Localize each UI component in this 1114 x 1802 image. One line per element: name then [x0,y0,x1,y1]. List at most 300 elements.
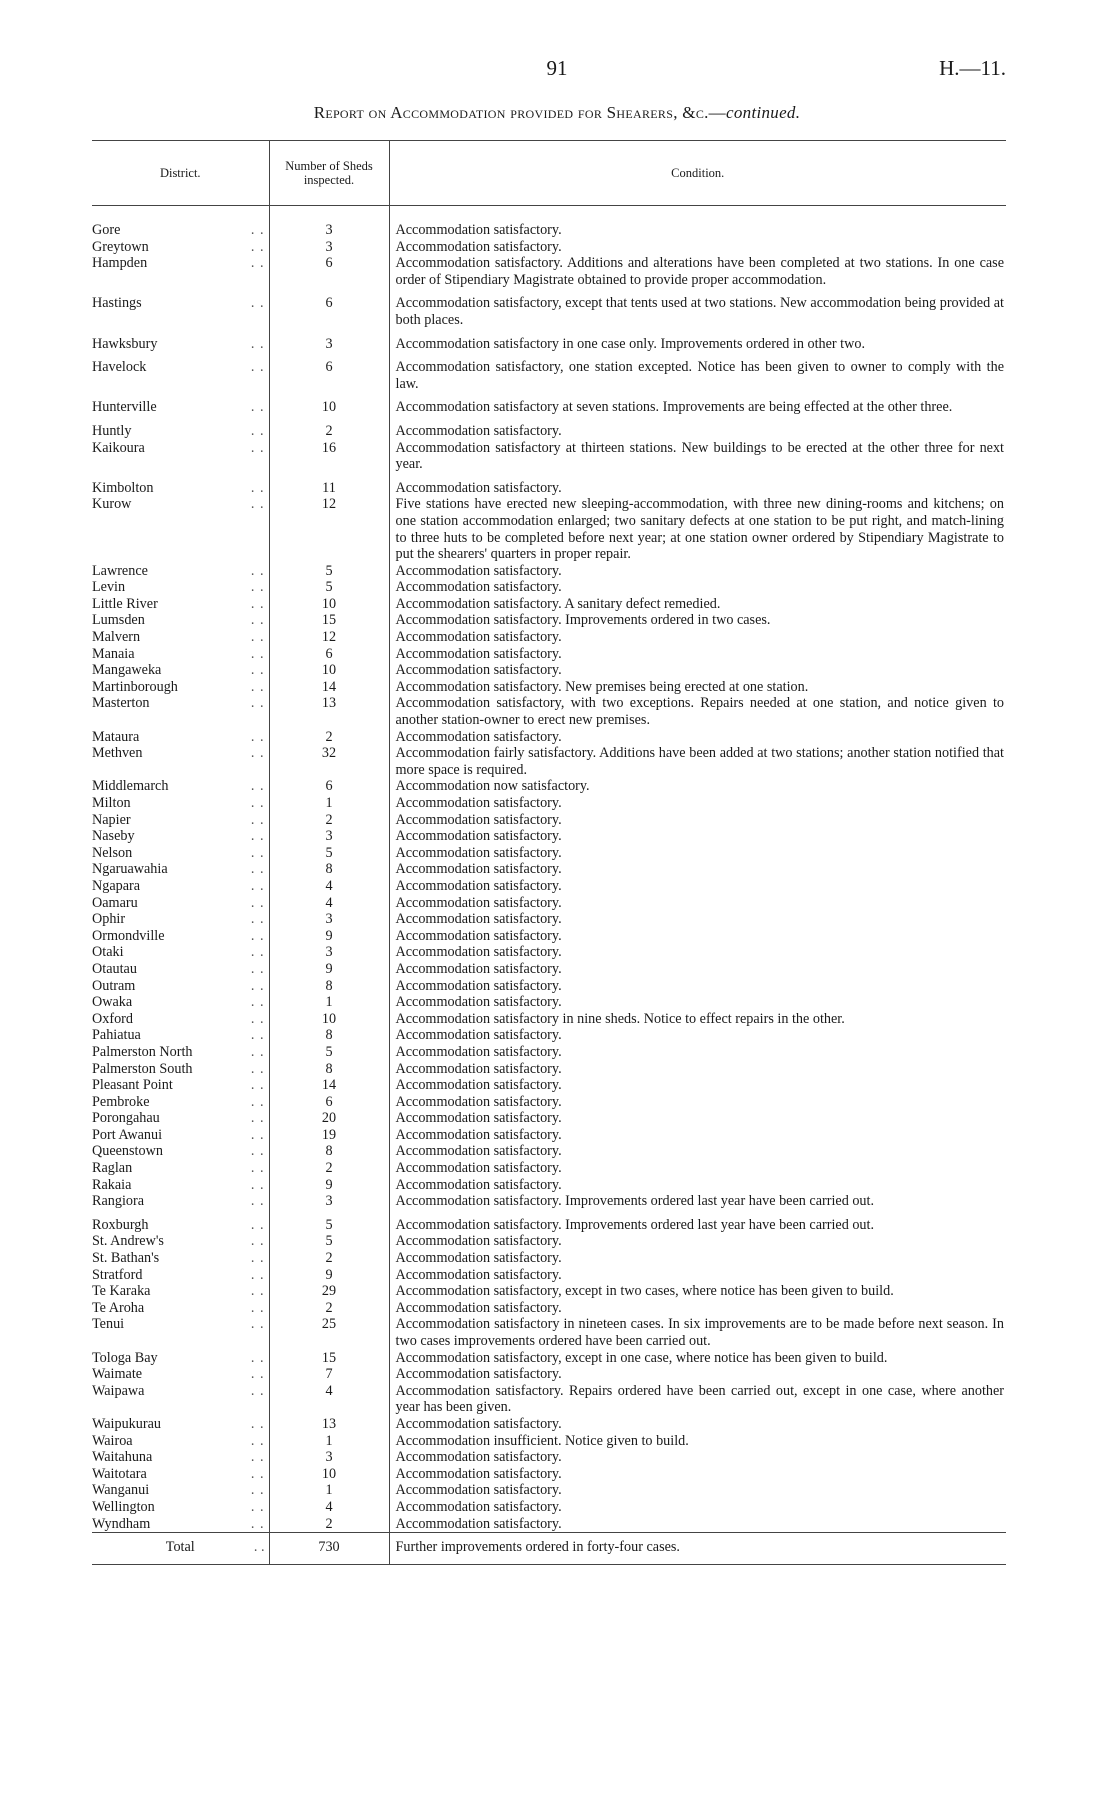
table-row [92,255,1006,288]
district-cell [92,473,269,497]
condition-text: Accommodation satisfactory, except in two cases, where notice has been given to build. [395,1283,894,1300]
table-row [92,1210,1006,1234]
district-cell [92,729,269,746]
leader-dots: . . [250,1498,265,1515]
condition-text: Accommodation satisfactory. [395,562,562,579]
table-row [92,1433,1006,1450]
district-name: Porongahau [92,1110,160,1127]
table-row [92,828,1006,845]
table-row [92,1094,1006,1111]
condition-text: Accommodation satisfactory. [395,1465,562,1482]
report-table [92,140,1006,1565]
sheds-count: 13 [269,1416,389,1433]
district-name: Kimbolton [92,479,154,496]
sheds-count: 6 [269,288,389,328]
table-row [92,1061,1006,1078]
table-row [92,1044,1006,1061]
leader-dots: . . [250,1465,265,1482]
sheds-count: 9 [269,928,389,945]
district-cell [92,1061,269,1078]
condition-text: Accommodation satisfactory. [395,977,562,994]
condition-text: Accommodation satisfactory at thirteen stations. New buildings to be erected at the other three for next year. [395,439,1004,473]
district-cell [92,563,269,580]
condition-text: Accommodation satisfactory. [395,828,562,845]
condition-text: Accommodation satisfactory. [395,894,562,911]
district-name: Otautau [92,960,137,977]
column-header-district: District. [92,141,269,206]
leader-dots: . . [250,877,265,894]
table-row [92,563,1006,580]
leader-dots: . . [250,1160,265,1177]
table-row [92,1350,1006,1367]
leader-dots: . . [253,1539,265,1556]
leader-dots: . . [250,1449,265,1466]
condition-text: Accommodation satisfactory. [395,728,562,745]
district-cell [92,440,269,473]
condition-text: Accommodation satisfactory. [395,645,562,662]
total-label: Total [165,1539,195,1556]
district-name: Tenui [92,1316,125,1333]
table-row [92,928,1006,945]
district-name: Waimate [92,1366,143,1383]
district-name: Huntly [92,422,132,439]
district-name: Raglan [92,1160,133,1177]
district-name: Masterton [92,695,150,712]
leader-dots: . . [250,927,265,944]
sheds-count: 1 [269,994,389,1011]
district-name: Manaia [92,645,135,662]
district-cell [92,795,269,812]
table-row [92,1143,1006,1160]
district-name: Pleasant Point [92,1077,173,1094]
condition-text: Accommodation satisfactory. [395,1043,562,1060]
condition-text: Accommodation satisfactory, except that tents used at two stations. New accommodation being provided at both places. [395,295,1004,328]
table-row [92,352,1006,392]
district-cell [92,1316,269,1349]
sheds-count: 14 [269,1077,389,1094]
district-name: Wyndham [92,1515,151,1532]
table-row [92,1466,1006,1483]
table-row [92,646,1006,663]
leader-dots: . . [250,1349,265,1366]
leader-dots: . . [250,795,265,811]
leader-dots: . . [250,861,265,878]
table-header [92,141,1006,206]
district-name: Levin [92,579,126,596]
district-name: Methven [92,745,143,762]
leader-dots: . . [250,1382,265,1399]
sheds-count: 8 [269,861,389,878]
condition-text: Accommodation satisfactory. Repairs ordered have been carried out, except in one case, where another year has been given. [395,1382,1004,1416]
leader-dots: . . [250,1299,265,1316]
table-row [92,1077,1006,1094]
table-row [92,895,1006,912]
district-cell [92,679,269,696]
district-name: Pahiatua [92,1027,141,1044]
table-row [92,1283,1006,1300]
table-row [92,861,1006,878]
district-name: Milton [92,795,131,811]
condition-text: Accommodation satisfactory, with two exceptions. Repairs needed at one station, and notice given to another station-owner to erect new premises. [395,695,1004,729]
district-cell [92,878,269,895]
district-cell [92,978,269,995]
district-name: Mataura [92,728,140,745]
district-name: Hunterville [92,399,157,416]
table-row [92,911,1006,928]
condition-text: Accommodation now satisfactory. [395,778,590,795]
district-name: Mangaweka [92,662,162,679]
condition-text: Accommodation satisfactory. [395,1482,562,1499]
district-name: Wellington [92,1498,155,1515]
district-name: Wairoa [92,1432,133,1449]
leader-dots: . . [250,562,265,579]
leader-dots: . . [250,678,265,695]
district-name: Hampden [92,255,148,272]
district-cell [92,778,269,795]
leader-dots: . . [250,295,265,312]
sheds-count: 4 [269,1499,389,1516]
table-row [92,239,1006,256]
sheds-count: 9 [269,961,389,978]
district-cell [92,1499,269,1516]
table-row [92,416,1006,440]
district-name: Malvern [92,629,141,646]
leader-dots: . . [250,1283,265,1300]
table-row [92,695,1006,728]
sheds-count: 3 [269,1193,389,1210]
sheds-count: 5 [269,563,389,580]
sheds-count: 3 [269,911,389,928]
sheds-count: 10 [269,596,389,613]
condition-text: Accommodation satisfactory. [395,662,562,679]
district-cell [92,646,269,663]
condition-text: Five stations have erected new sleeping-accommodation, with three new dining-rooms and kitchens; on one station accommodation enlarged; two sanitary defects at one station to be put right, and match-lining to three huts to be completed before next year; at one station owner ordered by Stipendiary Magistrate to put the shearers' quarters in proper repair. [395,496,1004,563]
table-row [92,1366,1006,1383]
condition-text: Accommodation satisfactory. [395,1233,562,1250]
leader-dots: . . [250,894,265,911]
sheds-count: 5 [269,1044,389,1061]
district-name: Hastings [92,295,142,312]
leader-dots: . . [250,479,265,496]
district-cell [92,994,269,1011]
district-cell [92,496,269,562]
leader-dots: . . [250,728,265,745]
table-row [92,496,1006,562]
district-name: Kaikoura [92,439,145,456]
district-cell [92,895,269,912]
sheds-count: 2 [269,1160,389,1177]
district-cell [92,1350,269,1367]
report-title [0,103,1114,123]
leader-dots: . . [250,1366,265,1383]
condition-text: Accommodation satisfactory. New premises being erected at one station. [395,678,809,695]
condition-text: Accommodation satisfactory. [395,811,562,828]
leader-dots: . . [250,1266,265,1283]
leader-dots: . . [250,1233,265,1250]
table-row [92,745,1006,778]
condition-text: Accommodation insufficient. Notice given to build. [395,1432,689,1449]
sheds-count: 12 [269,496,389,562]
district-name: Otaki [92,944,124,961]
sheds-count: 6 [269,255,389,288]
sheds-count: 4 [269,895,389,912]
leader-dots: . . [250,1250,265,1267]
table-row [92,662,1006,679]
leader-dots: . . [250,1193,265,1210]
district-name: Gore [92,222,121,238]
district-name: Pembroke [92,1093,150,1110]
district-name: St. Bathan's [92,1250,160,1267]
district-name: Ngapara [92,877,141,894]
district-cell [92,1233,269,1250]
district-cell [92,392,269,416]
condition-text: Accommodation satisfactory at seven stations. Improvements are being effected at the other three. [395,399,953,416]
sheds-count: 2 [269,729,389,746]
condition-text: Accommodation satisfactory, one station excepted. Notice has been given to owner to comply with the law. [395,359,1004,392]
total-sheds: 730 [269,1533,389,1565]
table-row [92,473,1006,497]
condition-text: Accommodation satisfactory. [395,960,562,977]
leader-dots: . . [250,335,265,352]
district-cell [92,1482,269,1499]
district-name: Roxburgh [92,1216,149,1233]
condition-text: Accommodation satisfactory. [395,1449,562,1466]
district-cell [92,1094,269,1111]
table-row [92,329,1006,353]
table-row [92,1416,1006,1433]
district-name: Waipawa [92,1382,145,1399]
leader-dots: . . [250,1216,265,1233]
sheds-count: 8 [269,1143,389,1160]
report-title-text: Report on Accommodation provided for Shearers, &c.— [313,103,726,122]
district-name: Ormondville [92,927,165,944]
sheds-count: 3 [269,1449,389,1466]
district-name: Kurow [92,496,132,513]
sheds-count: 2 [269,1300,389,1317]
district-name: Middlemarch [92,778,169,795]
sheds-count: 9 [269,1267,389,1284]
district-name: Outram [92,977,136,994]
district-cell [92,1250,269,1267]
condition-text: Accommodation satisfactory. [395,579,562,596]
sheds-count: 1 [269,1433,389,1450]
sheds-count: 3 [269,944,389,961]
leader-dots: . . [250,1126,265,1143]
condition-text: Accommodation satisfactory. [395,927,562,944]
district-name: Ophir [92,911,126,928]
district-cell [92,1267,269,1284]
leader-dots: . . [250,1176,265,1193]
sheds-count: 15 [269,612,389,629]
sheds-count: 6 [269,1094,389,1111]
sheds-count: 5 [269,1210,389,1234]
sheds-count: 3 [269,329,389,353]
leader-dots: . . [250,1027,265,1044]
district-cell [92,596,269,613]
district-cell [92,255,269,288]
district-cell [92,629,269,646]
leader-dots: . . [250,595,265,612]
total-condition: Further improvements ordered in forty-four cases. [389,1533,1006,1565]
district-name: Palmerston South [92,1060,193,1077]
condition-text: Accommodation satisfactory. Additions and alterations have been completed at two stations. In one case order of Stipendiary Magistrate obtained to provide proper accommodation. [395,255,1004,288]
condition-text: Accommodation satisfactory. [395,844,562,861]
report-title-continued: continued. [726,103,801,122]
table-row [92,392,1006,416]
condition-text: Accommodation satisfactory. [395,994,562,1011]
condition-text: Accommodation satisfactory. [395,1515,562,1532]
district-cell [92,1177,269,1194]
table-row [92,1250,1006,1267]
condition-text: Accommodation satisfactory. [395,1250,562,1267]
leader-dots: . . [250,911,265,928]
condition-text: Accommodation satisfactory. [395,1176,562,1193]
district-cell [92,329,269,353]
leader-dots: . . [250,359,265,376]
sheds-count: 2 [269,1516,389,1533]
district-name: Rakaia [92,1176,132,1193]
sheds-count: 4 [269,1383,389,1416]
district-cell [92,1193,269,1210]
table-row [92,978,1006,995]
sheds-count: 10 [269,1011,389,1028]
condition-text: Accommodation satisfactory. [395,1299,562,1316]
district-name: Te Karaka [92,1283,151,1300]
column-header-sheds: Number of Sheds inspected. [269,141,389,206]
table-row [92,795,1006,812]
district-cell [92,416,269,440]
district-name: Ngaruawahia [92,861,168,878]
district-cell [92,288,269,328]
district-cell [92,1160,269,1177]
condition-text: Accommodation satisfactory. [395,911,562,928]
sheds-count: 13 [269,695,389,728]
table-row [92,1267,1006,1284]
table-row [92,1110,1006,1127]
sheds-count: 4 [269,878,389,895]
leader-dots: . . [250,579,265,596]
leader-dots: . . [250,1060,265,1077]
district-cell [92,1416,269,1433]
sheds-count: 32 [269,745,389,778]
column-header-condition: Condition. [389,141,1006,206]
table-row [92,1516,1006,1533]
sheds-count: 3 [269,828,389,845]
district-name: Waitahuna [92,1449,153,1466]
table-row [92,944,1006,961]
district-name: Martinborough [92,678,178,695]
leader-dots: . . [250,960,265,977]
leader-dots: . . [250,844,265,861]
condition-text: Accommodation satisfactory. [395,1366,562,1383]
condition-text: Accommodation satisfactory. [395,1266,562,1283]
sheds-count: 8 [269,1061,389,1078]
sheds-count: 29 [269,1283,389,1300]
leader-dots: . . [250,629,265,646]
district-cell [92,1011,269,1028]
district-name: Tologa Bay [92,1349,158,1366]
sheds-count: 1 [269,1482,389,1499]
district-cell [92,745,269,778]
sheds-count: 10 [269,1466,389,1483]
leader-dots: . . [250,1415,265,1432]
district-cell [92,352,269,392]
district-name: Palmerston North [92,1043,193,1060]
district-cell [92,612,269,629]
leader-dots: . . [250,1482,265,1499]
sheds-count: 10 [269,392,389,416]
table-row [92,629,1006,646]
condition-text: Accommodation satisfactory in nineteen cases. In six improvements are to be made before next season. In two cases improvements ordered have been carried out. [395,1316,1004,1349]
condition-text: Accommodation satisfactory. [395,1498,562,1515]
leader-dots: . . [250,778,265,795]
sheds-count: 16 [269,440,389,473]
condition-text: Accommodation fairly satisfactory. Additions have been added at two stations; another station notified that more space is required. [395,745,1004,778]
sheds-count: 5 [269,1233,389,1250]
district-cell [92,662,269,679]
district-name: Havelock [92,359,147,376]
condition-text: Accommodation satisfactory. [395,222,562,238]
condition-text: Accommodation satisfactory. [395,1160,562,1177]
district-cell [92,911,269,928]
condition-text: Accommodation satisfactory. [395,1060,562,1077]
table-row [92,1160,1006,1177]
leader-dots: . . [250,695,265,712]
district-cell [92,1449,269,1466]
district-name: St. Andrew's [92,1233,164,1250]
table-row [92,579,1006,596]
condition-text: Accommodation satisfactory. A sanitary defect remedied. [395,595,721,612]
table-row [92,812,1006,829]
district-cell [92,1300,269,1317]
sheds-count: 20 [269,1110,389,1127]
table-row [92,612,1006,629]
district-cell [92,1466,269,1483]
table-row [92,1482,1006,1499]
leader-dots: . . [250,1010,265,1027]
table-footer [92,1533,1006,1565]
district-name: Lumsden [92,612,145,629]
sheds-count: 7 [269,1366,389,1383]
condition-text: Accommodation satisfactory. [395,479,562,496]
condition-text: Accommodation satisfactory. [395,629,562,646]
condition-text: Accommodation satisfactory. [395,1110,562,1127]
sheds-count: 8 [269,1027,389,1044]
district-cell [92,1027,269,1044]
condition-text: Accommodation satisfactory. [395,1093,562,1110]
document-reference: H.—11. [939,56,1006,80]
sheds-count: 9 [269,1177,389,1194]
sheds-count: 2 [269,416,389,440]
sheds-count: 2 [269,812,389,829]
district-cell [92,1143,269,1160]
district-cell [92,1110,269,1127]
sheds-count: 6 [269,778,389,795]
sheds-count: 19 [269,1127,389,1144]
leader-dots: . . [250,222,265,238]
leader-dots: . . [250,662,265,679]
leader-dots: . . [250,1110,265,1127]
district-cell [92,1127,269,1144]
table-row [92,679,1006,696]
district-name: Greytown [92,238,149,255]
sheds-count: 15 [269,1350,389,1367]
district-name: Hawksbury [92,335,158,352]
district-cell [92,579,269,596]
table-row [92,1300,1006,1317]
condition-text: Accommodation satisfactory in nine sheds. Notice to effect repairs in the other. [395,1010,845,1027]
sheds-count: 6 [269,646,389,663]
